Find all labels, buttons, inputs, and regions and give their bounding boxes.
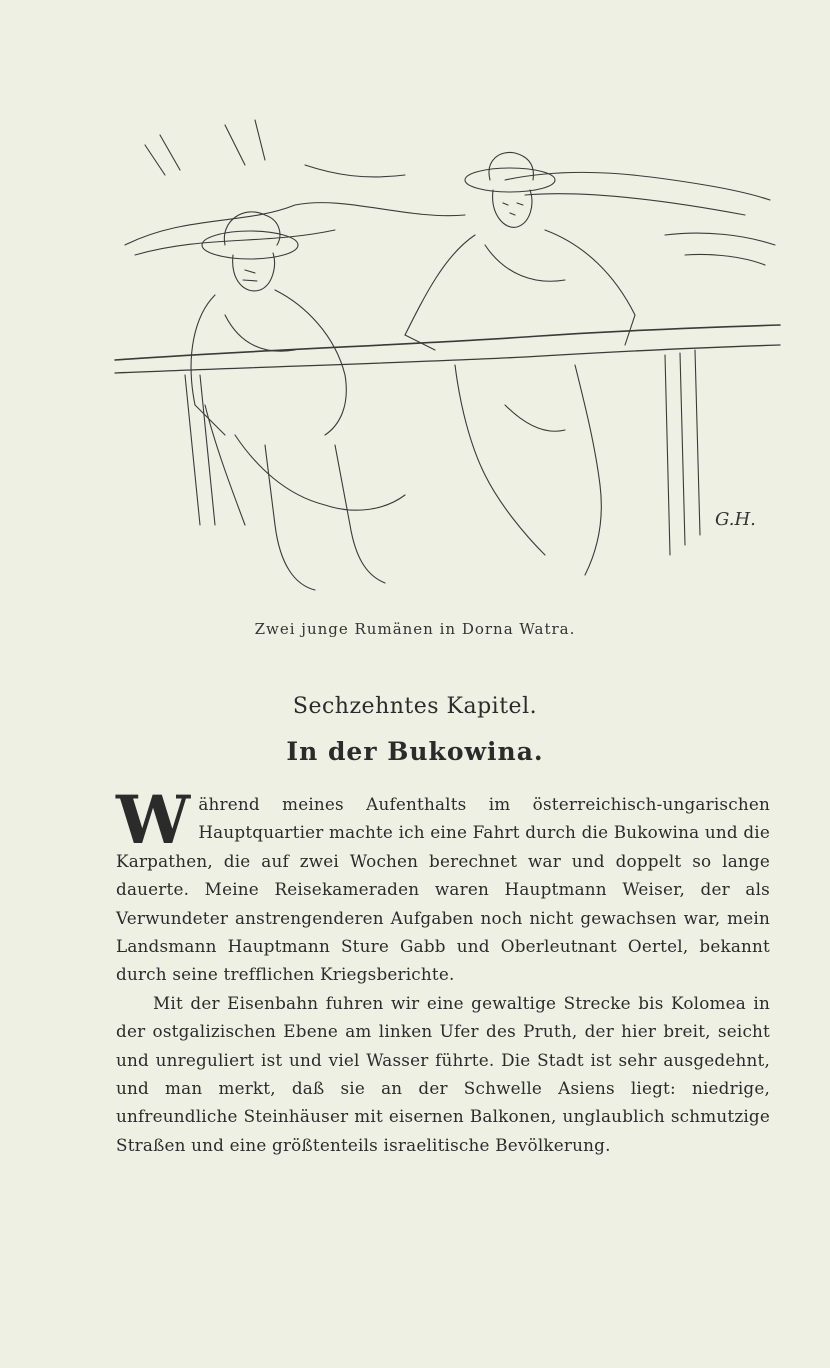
illustration-two-romanians [105, 105, 785, 615]
paragraph-1-text: ährend meines Aufenthalts im österreichisch-ungarischen Hauptquartier machte ich eine Fahrt durch die Bukowina und die Karpathen, die auf zwei Wochen berechnet war und doppelt so lange dauerte. Meine Reisekameraden waren Hauptmann Weiser, der als Verwundeter anstrengenderen Aufgaben noch nicht gewachsen war, mein Landsmann Hauptmann Sture Gabb und Oberleutnant Oertel, bekannt durch seine trefflichen Kriegsberichte. [116, 794, 770, 985]
body-text [116, 781, 770, 1159]
artist-signature: G.H. [715, 509, 756, 530]
figure-caption: Zwei junge Rumänen in Dorna Watra. [254, 620, 576, 638]
chapter-number: Sechzehntes Kapitel. [292, 694, 538, 719]
drop-cap: W [116, 781, 191, 859]
paragraph-2: Mit der Eisenbahn fuhren wir eine gewaltige Strecke bis Kolomea in der ostgalizischen Ebene am linken Ufer des Pruth, der hier breit, seicht und unreguliert ist und viel Wasser führte. Die Stadt ist sehr ausgedehnt, und man merkt, daß sie an der Schwelle Asiens liegt: niedrige, unfreundliche Steinhäuser mit eisernen Balkonen, unglaublich schmutzige Straßen und eine größtenteils israelitische Bevölkerung. [116, 992, 770, 1155]
paragraph-1 [116, 781, 770, 989]
chapter-title: In der Bukowina. [286, 737, 544, 766]
